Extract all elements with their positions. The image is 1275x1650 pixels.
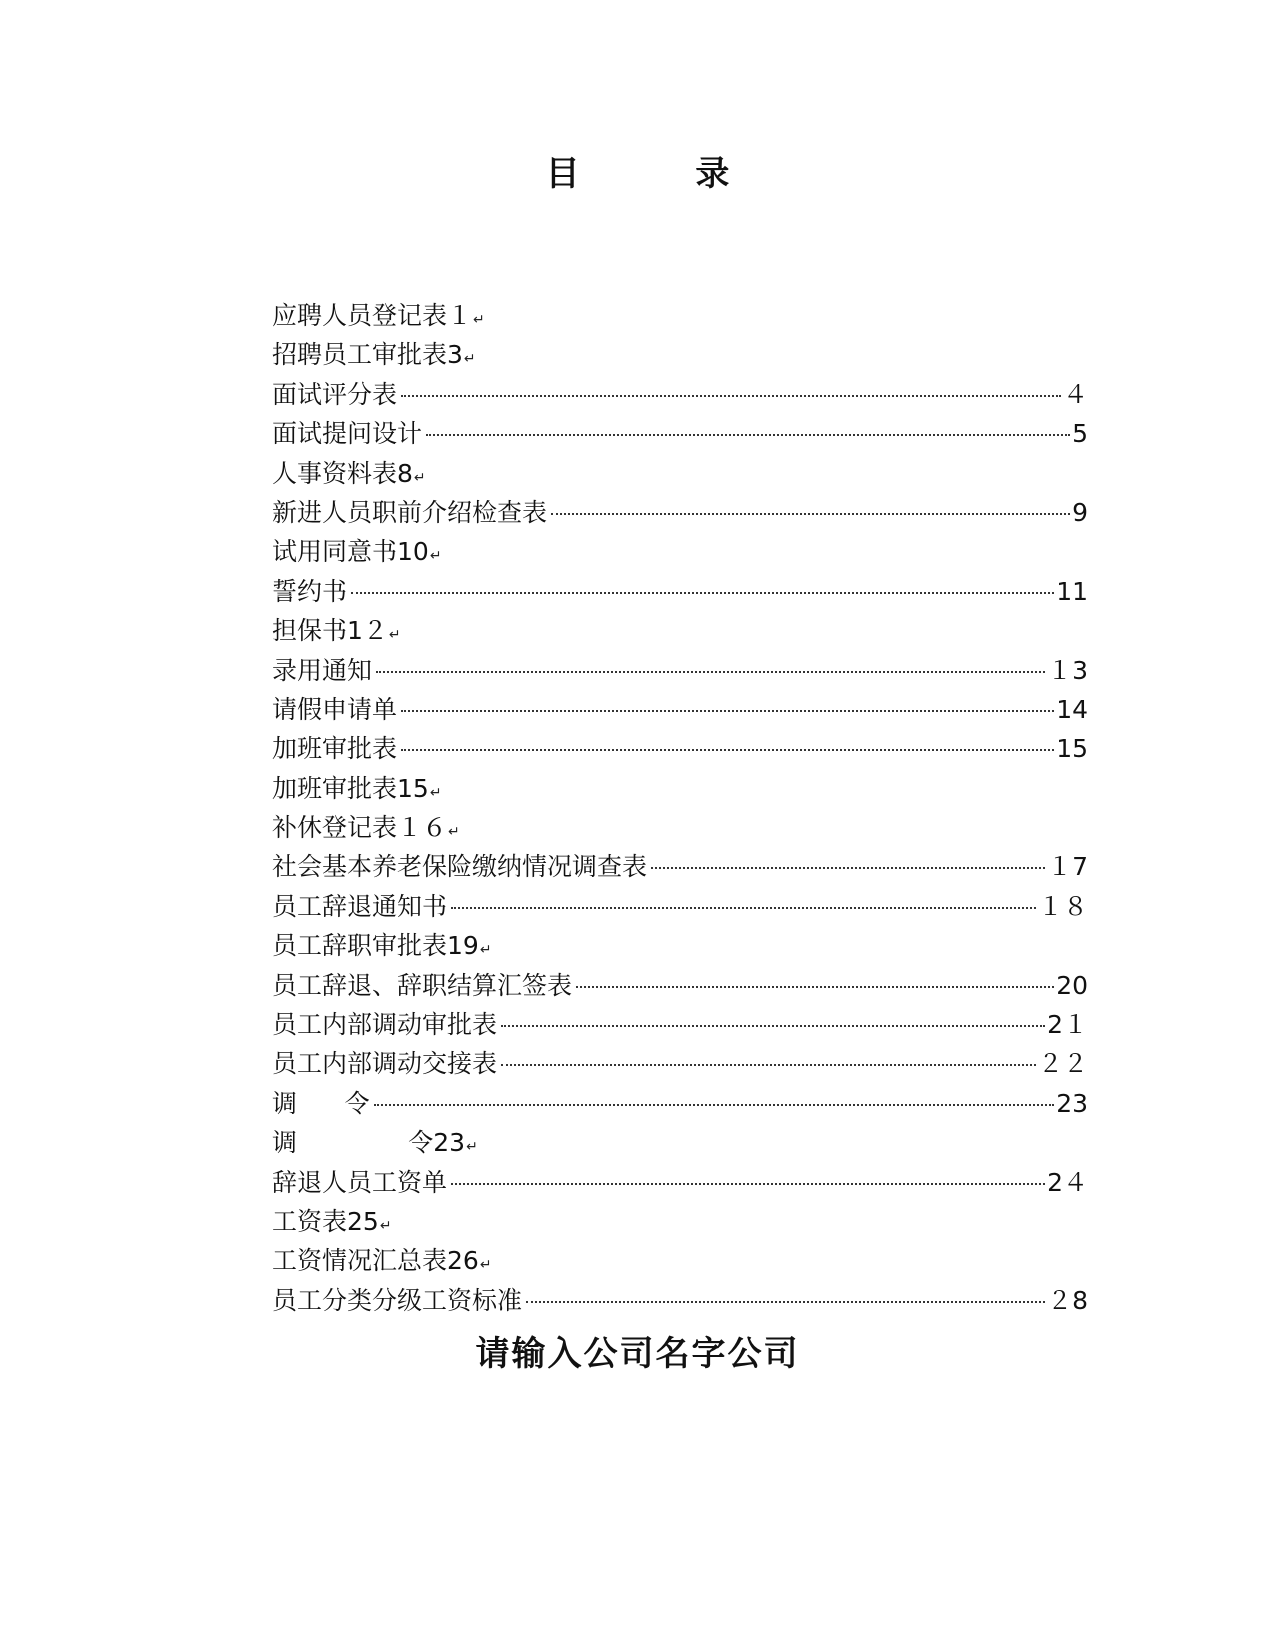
paragraph-mark-icon: ↵ xyxy=(429,548,442,565)
toc-entry[interactable] xyxy=(272,296,1088,335)
toc-entry-page-number: 23 xyxy=(1056,1088,1088,1118)
toc-entry-title: 工资表 xyxy=(272,1206,348,1236)
toc-entry[interactable] xyxy=(272,847,1088,886)
toc-entry-page-number: 2１ xyxy=(1047,1010,1088,1040)
toc-entry-title: 面试评分表 xyxy=(272,379,398,409)
toc-entry-title: 员工内部调动交接表 xyxy=(272,1049,498,1079)
toc-entry-title: 应聘人员登记表 xyxy=(272,301,448,330)
toc-entry[interactable] xyxy=(272,808,1088,847)
toc-entry-page-number: 15 xyxy=(397,773,429,803)
toc-entry-page-number: 14 xyxy=(1056,694,1088,724)
toc-entry-page-number: 3 xyxy=(447,340,463,370)
toc-entry[interactable] xyxy=(272,335,1088,374)
toc-entry-page-number: 9 xyxy=(1072,497,1088,527)
toc-entry-page-number: ２8 xyxy=(1047,1285,1088,1315)
toc-entry-title: 调 令 xyxy=(272,1128,434,1158)
toc-entry-page-number: １ xyxy=(447,301,473,330)
toc-entry-page-number: 5 xyxy=(1072,419,1088,449)
dot-leader xyxy=(374,1104,1055,1106)
toc-entry[interactable] xyxy=(272,1281,1088,1320)
dot-leader xyxy=(401,710,1054,712)
toc-entry-title: 担保书 xyxy=(272,616,348,646)
toc-entry-title: 员工辞退、辞职结算汇签表 xyxy=(272,970,573,1000)
toc-entry-page-number: 23 xyxy=(433,1128,466,1158)
dot-leader xyxy=(351,592,1054,594)
toc-entry-title: 面试提问设计 xyxy=(272,419,423,449)
toc-entry[interactable] xyxy=(272,493,1088,532)
toc-entry-title: 辞退人员工资单 xyxy=(272,1167,448,1197)
toc-entry-page-number: １８ xyxy=(1037,891,1088,921)
paragraph-mark-icon: ↵ xyxy=(463,351,476,368)
toc-entry[interactable] xyxy=(272,690,1088,729)
toc-entry-title: 试用同意书 xyxy=(272,537,398,567)
paragraph-mark-icon: ↵ xyxy=(379,1217,392,1234)
paragraph-mark-icon: ↵ xyxy=(448,824,460,841)
toc-entry[interactable] xyxy=(272,769,1088,808)
toc-entry-title: 誓约书 xyxy=(272,576,348,606)
toc-entry-page-number: ４ xyxy=(1062,379,1088,409)
toc-entry-page-number: 15 xyxy=(1056,734,1088,764)
company-name: 请输入公司名字公司 xyxy=(475,1334,800,1374)
toc-entry-title: 新进人员职前介绍检查表 xyxy=(272,497,548,527)
toc-entry-title: 员工分类分级工资标准 xyxy=(272,1285,523,1315)
toc-entry[interactable] xyxy=(272,1202,1088,1241)
paragraph-mark-icon: ↵ xyxy=(413,469,426,486)
toc-entry[interactable] xyxy=(272,1044,1088,1083)
toc-entry[interactable] xyxy=(272,1084,1088,1123)
toc-entry-title: 加班审批表 xyxy=(272,734,398,764)
toc-entry-title: 调 令 xyxy=(272,1088,370,1118)
dot-leader xyxy=(376,671,1045,673)
toc-entry-page-number: 20 xyxy=(1056,970,1088,1000)
toc-entry-title: 员工内部调动审批表 xyxy=(272,1010,498,1040)
toc-entry[interactable] xyxy=(272,966,1088,1005)
toc-entry[interactable] xyxy=(272,1163,1088,1202)
dot-leader xyxy=(401,749,1054,751)
toc-entry-page-number: 25 xyxy=(347,1206,379,1236)
dot-leader xyxy=(451,907,1036,909)
paragraph-mark-icon: ↵ xyxy=(429,784,442,801)
toc-entry-page-number: 10 xyxy=(397,537,429,567)
toc-entry-page-number: １６ xyxy=(397,813,448,843)
toc-entry[interactable] xyxy=(272,651,1088,690)
paragraph-mark-icon: ↵ xyxy=(479,942,492,959)
dot-leader xyxy=(651,867,1045,869)
toc-entry-title: 请假申请单 xyxy=(272,694,398,724)
dot-leader xyxy=(401,395,1061,397)
toc-entry-title: 录用通知 xyxy=(272,655,373,685)
toc-entry-page-number: 2４ xyxy=(1047,1167,1088,1197)
toc-entry[interactable] xyxy=(272,926,1088,965)
toc-entry-title: 人事资料表 xyxy=(272,458,398,488)
toc-entry[interactable] xyxy=(272,572,1088,611)
toc-entry[interactable] xyxy=(272,1241,1088,1280)
toc-entry[interactable] xyxy=(272,375,1088,414)
toc-entry-page-number: １7 xyxy=(1047,852,1088,882)
dot-leader xyxy=(426,434,1070,436)
dot-leader xyxy=(526,1301,1045,1303)
toc-entry[interactable] xyxy=(272,729,1088,768)
toc-entry[interactable] xyxy=(272,887,1088,926)
toc-entry[interactable] xyxy=(272,1123,1088,1162)
toc-title: 目 录 xyxy=(545,154,782,194)
toc-entry-page-number: 11 xyxy=(1056,576,1088,606)
toc-entry-page-number: 19 xyxy=(447,931,479,961)
toc-list xyxy=(272,296,1088,1320)
dot-leader xyxy=(551,513,1070,515)
toc-entry-title: 工资情况汇总表 xyxy=(272,1246,448,1276)
toc-entry[interactable] xyxy=(272,414,1088,453)
dot-leader xyxy=(451,1183,1045,1185)
toc-entry-page-number: 26 xyxy=(447,1246,479,1276)
toc-entry-title: 员工辞退通知书 xyxy=(272,891,448,921)
toc-entry[interactable] xyxy=(272,611,1088,650)
toc-entry-title: 补休登记表 xyxy=(272,813,398,843)
dot-leader xyxy=(501,1025,1045,1027)
toc-entry-title: 员工辞职审批表 xyxy=(272,931,448,961)
toc-entry-page-number: １3 xyxy=(1047,655,1088,685)
toc-entry-page-number: 8 xyxy=(397,458,413,488)
toc-entry[interactable] xyxy=(272,454,1088,493)
toc-entry-title: 加班审批表 xyxy=(272,773,398,803)
toc-entry[interactable] xyxy=(272,1005,1088,1044)
paragraph-mark-icon: ↵ xyxy=(466,1139,478,1156)
toc-entry[interactable] xyxy=(272,532,1088,571)
toc-entry-page-number: ２２ xyxy=(1037,1049,1088,1079)
toc-entry-title: 招聘员工审批表 xyxy=(272,340,448,370)
paragraph-mark-icon: ↵ xyxy=(473,312,485,328)
dot-leader xyxy=(501,1064,1036,1066)
toc-entry-title: 社会基本养老保险缴纳情况调查表 xyxy=(272,852,648,882)
toc-entry-page-number: 1２ xyxy=(347,616,388,646)
paragraph-mark-icon: ↵ xyxy=(479,1257,492,1274)
dot-leader xyxy=(576,986,1054,988)
paragraph-mark-icon: ↵ xyxy=(388,627,401,644)
